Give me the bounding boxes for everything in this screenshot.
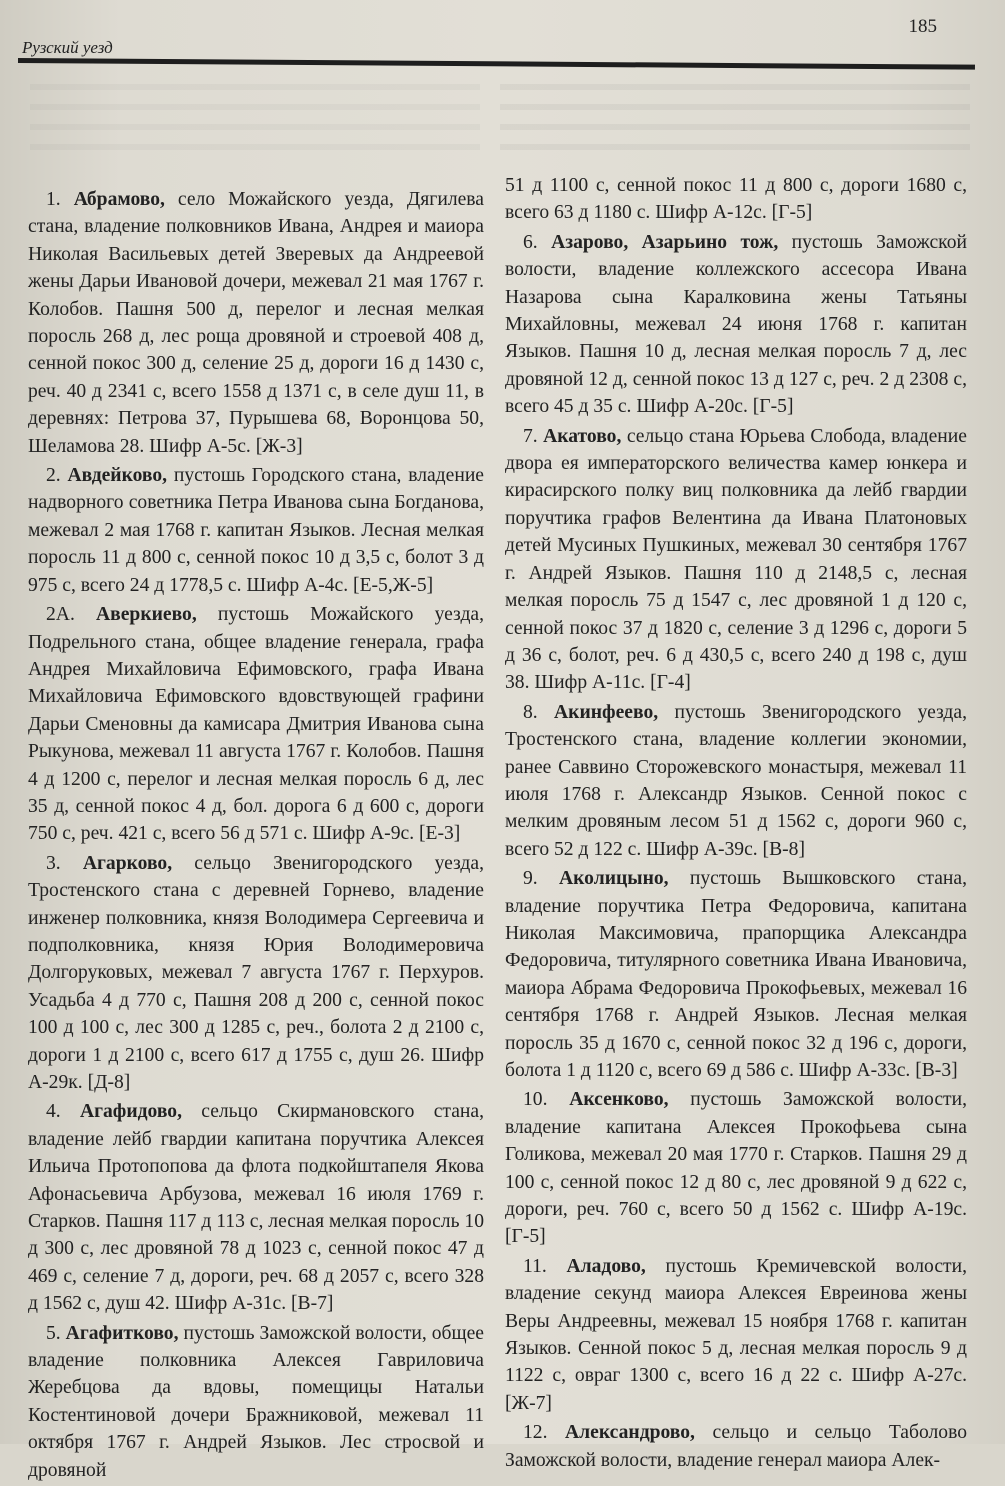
entry-text: пустошь Заможской волости, владение коллежского ассесора Ивана Назарова сына Каралковина жены Татьяны Михайловны, межевал 24 июня 1768 г. капитан Языков. Пашня 10 д, лесная мелкая поросль 7 д, лес дровяной 12 д, сенной покос 13 д 127 с, реч. 2 д 2308 с, всего 45 д 35 с. Шифр А-20с. [Г-5] (505, 231, 967, 418)
entry-number: 11. (523, 1255, 547, 1277)
entry-number: 7. (523, 425, 538, 447)
entry (28, 186, 484, 460)
entry-text: пустошь Вышковского стана, владение поручтика Петра Федоровича, капитана Николая Максимовича, прапорщика Александра Федоровича, титулярного советника Ивана Ивановича, маиора Абрама Федоровича Прокофьевых, межевал 16 сентября 1768 г. Андрей Языков. Лесная мелкая поросль 35 д 1670 с, сенной покос 32 д 196 с, дороги, болота 1 д 1120 с, всего 69 д 586 с. Шифр А-33с. [В-3] (505, 868, 967, 1081)
entry (28, 850, 484, 1097)
entry-text: село Можайского уезда, Дягилева стана, владение полковников Ивана, Андрея и маиора Николая Васильевых детей Зверевых да Андреевой жены Дарьи Ивановой дочери, межевал 21 мая 1767 г. Колобов. Пашня 500 д, перелог и лесная мелкая поросль 268 д, лес роща дровяной и строевой 408 д, сенной покос 300 д, селение 25 д, дороги 16 д 1430 с, реч. 40 д 2341 с, всего 1558 д 1371 с, в селе душ 11, в деревнях: Петрова 37, Пурышева 68, Воронцова 50, Шеламова 28. Шифр А-5с. [Ж-3] (28, 189, 484, 457)
entry-number: 3. (46, 852, 61, 874)
entry-headword: Авдейково, (67, 465, 168, 487)
entry (28, 1098, 484, 1317)
running-head: Рузский уезд (22, 38, 113, 57)
entry-text: пустошь Кремичевской волости, владение секунд маиора Алексея Евреинова жены Веры Андреевны, межевал 15 ноября 1768 г. капитан Языков. Сенной покос 5 д, лесная мелкая поросль 9 д 1122 с, овраг 1300 с, всего 16 д 22 с. Шифр А-27с. [Ж-7] (505, 1255, 967, 1414)
entry-text: пустошь Заможской волости, общее владение полковника Алексея Гавриловича Жеребцова да вдовы, помещицы Натальи Костентиновой дочери Бражниковой, межевал 11 октября 1767 г. Андрей Языков. Лес стросвой и дровяной (28, 1322, 484, 1481)
entry-headword: Азарово, Азарьино тож, (551, 231, 779, 253)
entry (505, 1419, 967, 1474)
entry-number: 2А. (46, 604, 75, 626)
entry-text: пустошь Звенигородского уезда, Тростенского стана, владение коллегии экономии, ранее Саввино Сторожевского монастыря, межевал 11 июля 1768 г. Александр Языков. Сенной покос с мелким дровяным лесом 51 д 1562 с, дороги 960 с, всего 52 д 122 с. Шифр А-39с. [В-8] (505, 701, 967, 860)
entry-number: 1. (46, 189, 61, 210)
entry-text: пустошь Городского стана, владение надворного советника Петра Иванова сына Богданова, межевал 2 мая 1768 г. капитан Языков. Лесная мелкая поросль 11 д 800 с, сенной покос 10 д 3,5 с, болот 3 д 975 с, всего 24 д 1778,5 с. Шифр А-4с. [Е-5,Ж-5] (28, 465, 484, 596)
entry (28, 601, 484, 848)
entry-text: сельцо и сельцо Таболово Заможской волости, владение генерал маиора Алек- (505, 1422, 967, 1471)
entry-headword: Александрово, (565, 1422, 695, 1444)
entry (505, 423, 967, 697)
entry-headword: Акинфеево, (554, 701, 659, 723)
right-column (505, 172, 967, 1476)
entry-headword: Агафитково, (65, 1322, 179, 1344)
entry-text: сельцо стана Юрьева Слобода, владение двора ея императорского величества камер юнкера и кирасирского полку виц полковника да лейб гвардии поручтика графов Велентина да Ивана Платоновых детей Мусиных Пушкиных, межевал 30 сентября 1767 г. Андрей Языков. Пашня 110 д 2148,5 с, лесная мелкая поросль 75 д 1547 с, лес дровяной 1 д 120 с, сенной покос 37 д 1820 с, селение 3 д 1296 с, дороги 5 д 36 с, болот, реч. 6 д 430,5 с, всего 240 д 198 с, душ 38. Шифр А-11с. [Г-4] (505, 425, 967, 694)
entry-headword: Абрамово, (73, 189, 165, 210)
entry-number: 5. (46, 1322, 61, 1344)
entry (28, 1320, 484, 1484)
entry-number: 10. (523, 1089, 548, 1111)
entry (505, 229, 967, 421)
entry-continuation (505, 172, 967, 227)
entry-text: пустошь Можайского уезда, Подрельного стана, общее владение генерала, графа Андрея Михайловича Ефимовского, графа Ивана Михайловича Ефимовского вдовствующей графини Дарьи Сменовны да камисара Дмитрия Иванова сына Рыкунова, межевал 11 августа 1767 г. Колобов. Пашня 4 д 1200 с, перелог и лесная мелкая поросль 6 д, лес 35 д, сенной покос 4 д, бол. дорога 6 д 600 с, дороги 750 с, реч. 421 с, всего 56 д 571 с. Шифр А-9с. [Е-3] (28, 604, 485, 845)
entry-headword: Агарково, (82, 852, 173, 874)
entry-number: 6. (523, 231, 538, 253)
entry-text: пустошь Заможской волости, владение капитана Алексея Прокофьева сына Голикова, межевал 20 мая 1770 г. Старков. Пашня 29 д 100 с, сенной покос 12 д 80 с, лес дровяной 9 д 622 с, дороги, реч. 760 с, всего 50 д 1562 с. Шифр А-19с. [Г-5] (505, 1089, 967, 1248)
entry-headword: Аксенково, (569, 1089, 669, 1111)
show-through-texture (500, 70, 970, 160)
entry (505, 699, 967, 863)
entry-headword: Аладово, (566, 1255, 646, 1277)
page-number: 185 (908, 16, 937, 37)
entry-headword: Аверкиево, (96, 604, 197, 626)
entry-headword: Агафидово, (79, 1101, 183, 1123)
entry-headword: Акатово, (543, 425, 622, 447)
entry-text: сельцо Скирмановского стана, владение лейб гвардии капитана поручтика Алексея Ильича Протопопова да флота подкойштапеля Якова Афонасьевича Арбузова, межевал 16 июля 1769 г. Старков. Пашня 117 д 113 с, лесная мелкая поросль 10 д 300 с, лес дровяной 78 д 1023 с, сенной покос 47 д 469 с, селение 7 д, дороги, реч. 68 д 2057 с, всего 328 д 1562 с, душ 42. Шифр А-31с. [В-7] (28, 1101, 485, 1315)
entry-number: 12. (523, 1422, 548, 1444)
entry-headword: Аколицыно, (559, 868, 669, 890)
show-through-texture (30, 70, 480, 160)
entry-text: 51 д 1100 с, сенной покос 11 д 800 с, дороги 1680 с, всего 63 д 1180 с. Шифр А-12с. [Г-5] (505, 175, 967, 224)
left-column (28, 186, 484, 1486)
entry (505, 1086, 967, 1250)
header-rule (18, 58, 975, 70)
entry-number: 8. (523, 701, 538, 723)
entry (505, 865, 967, 1084)
entry (505, 1253, 967, 1417)
entry-number: 2. (46, 465, 61, 487)
entry-number: 9. (523, 868, 538, 890)
entry-number: 4. (46, 1101, 61, 1123)
entry (28, 462, 484, 599)
entry-text: сельцо Звенигородского уезда, Тростенского стана с деревней Горнево, владение инженер полковника, князя Володимера Сергеевича и подполковника, князя Юрия Володимеровича Долгоруковых, межевал 7 августа 1767 г. Перхуров. Усадьба 4 д 770 с, Пашня 208 д 200 с, сенной покос 100 д 100 с, лес 300 д 1285 с, реч., болота 2 д 2100 с, дороги 1 д 2100 с, всего 617 д 1755 с, душ 26. Шифр А-29к. [Д-8] (28, 852, 484, 1093)
